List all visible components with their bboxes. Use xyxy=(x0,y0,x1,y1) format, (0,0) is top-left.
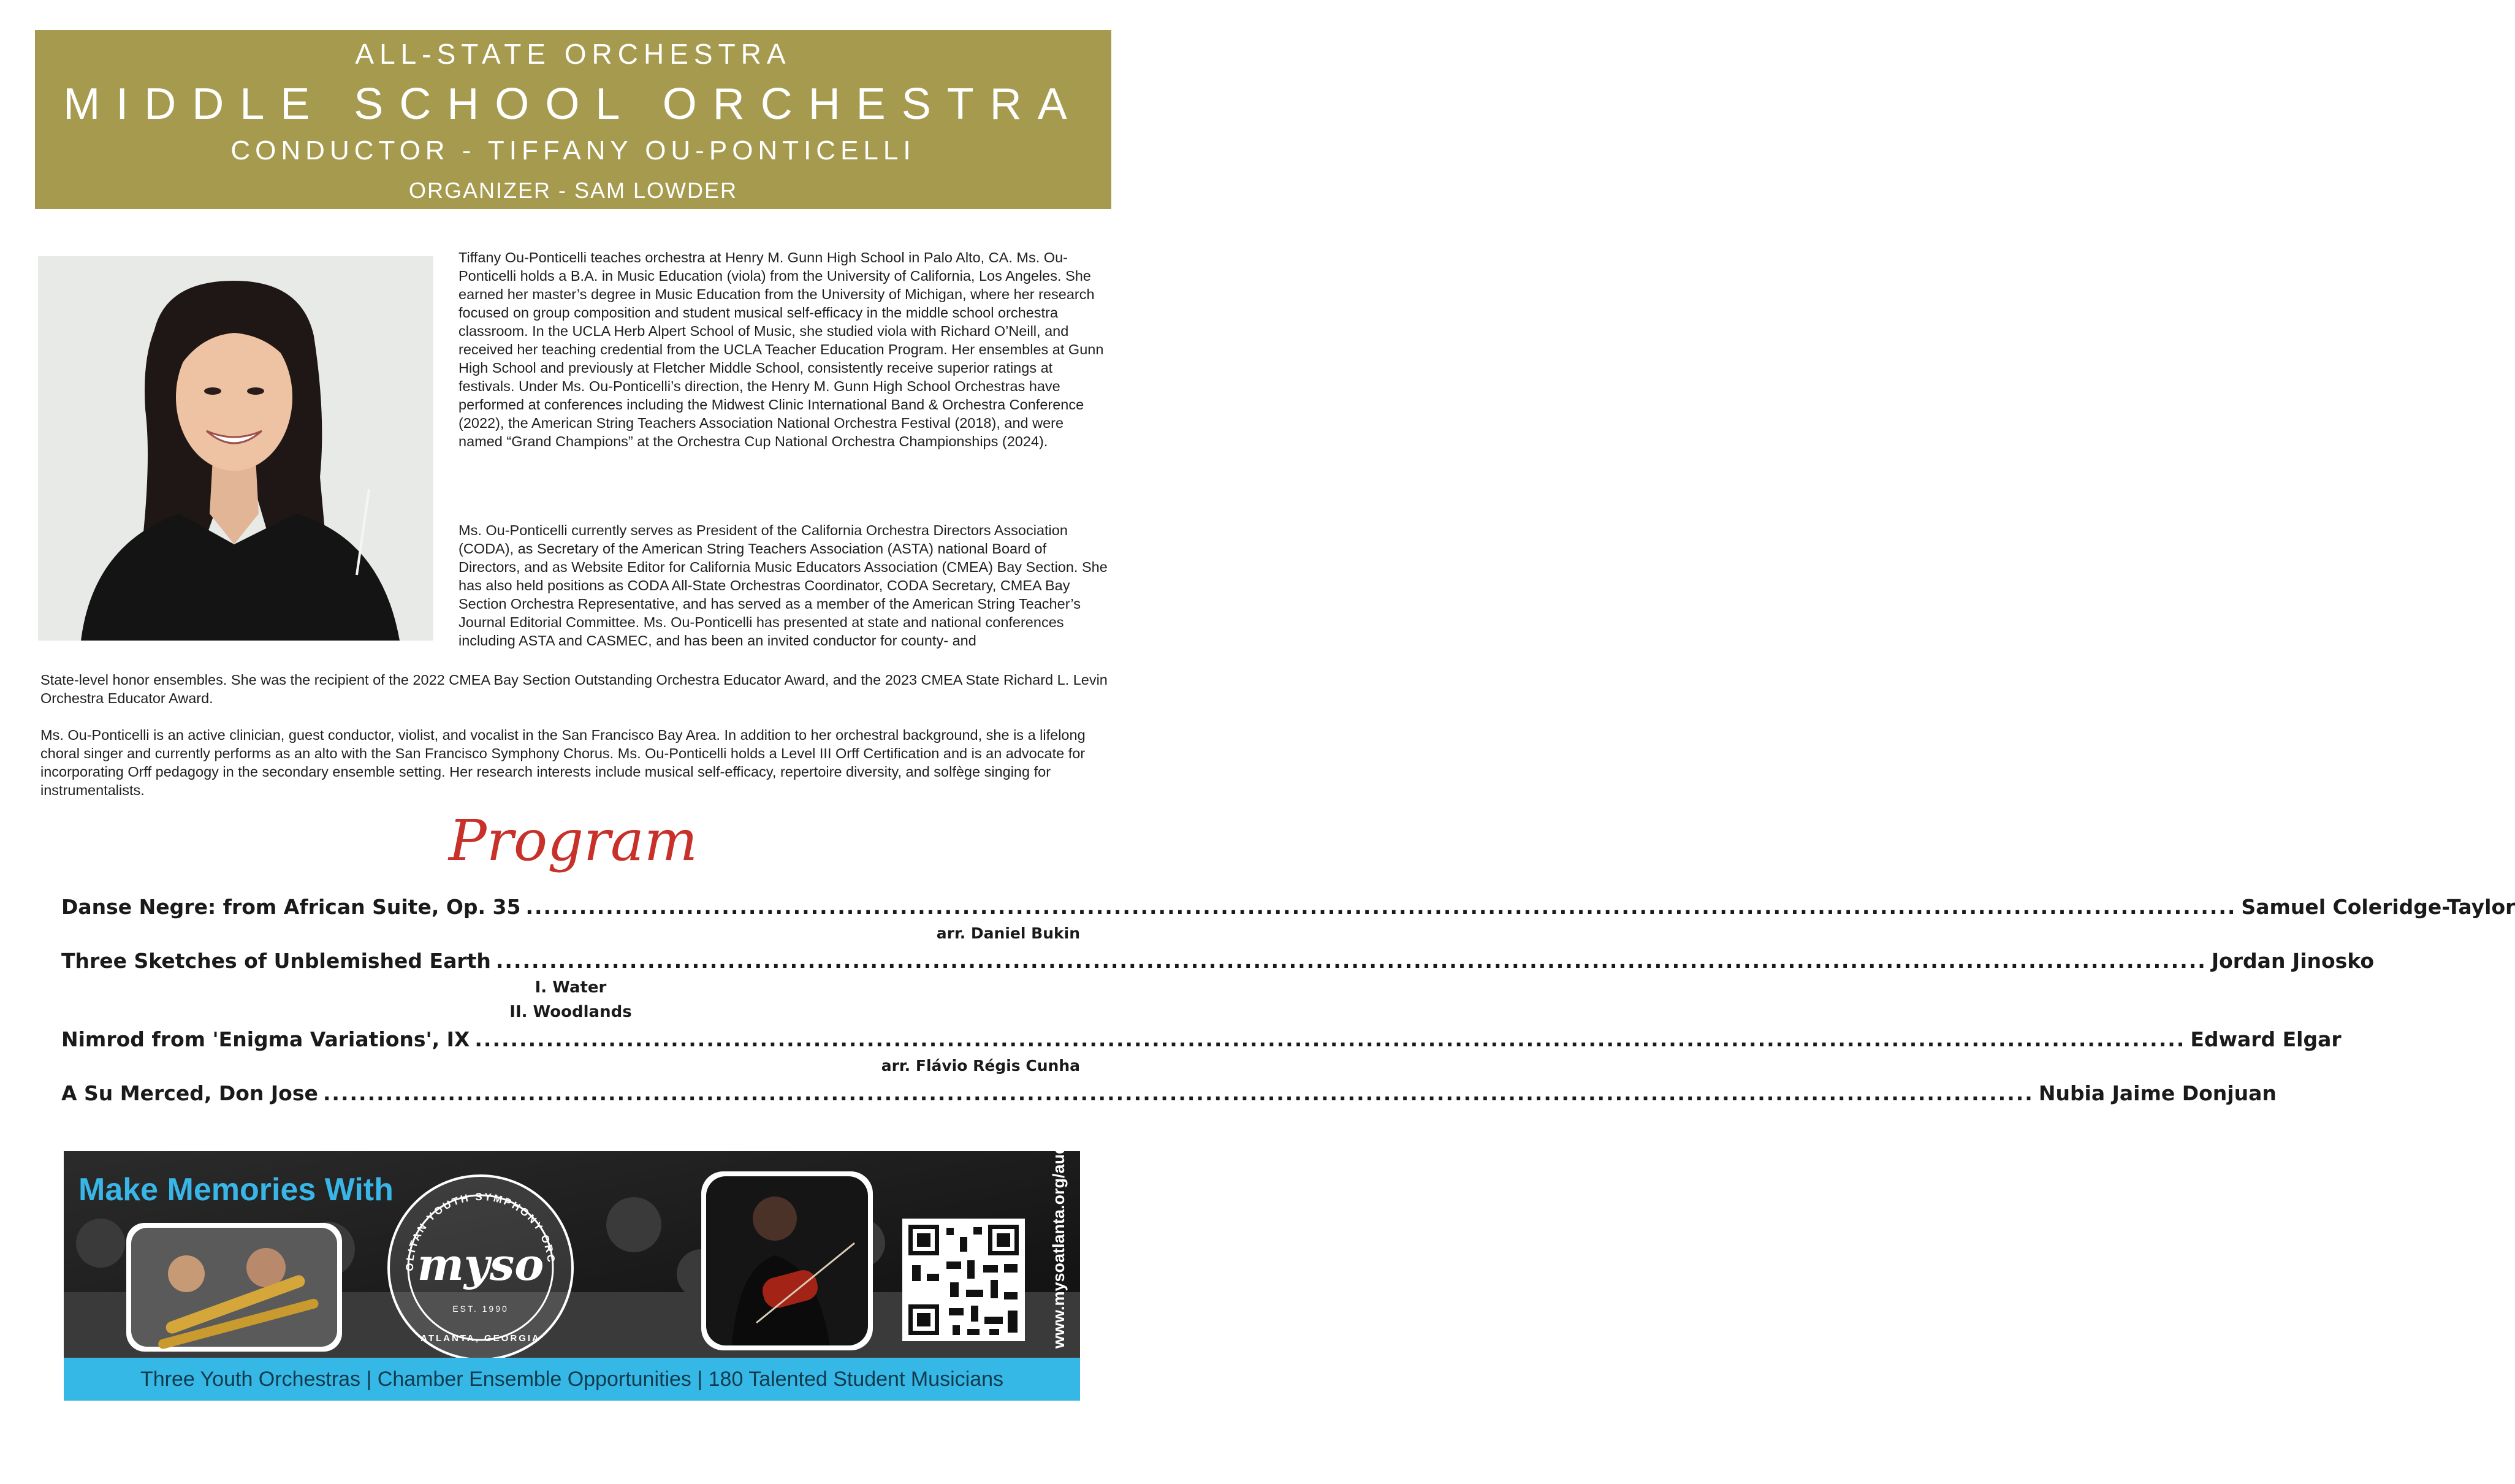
composer-name: Edward Elgar xyxy=(2190,1027,2342,1051)
composer-name: Jordan Jinosko xyxy=(2211,949,2375,973)
qr-code[interactable] xyxy=(902,1219,1025,1341)
header-title: MIDDLE SCHOOL ORCHESTRA xyxy=(63,80,1083,129)
arranger: arr. Flávio Régis Cunha xyxy=(881,1057,1080,1075)
program-item xyxy=(61,1027,2342,1057)
bio-paragraph-2-full: State-level honor ensembles. She was the recipient of the 2022 CMEA Bay Section Outstanding Orchestra Educator Award, and the 2023 CMEA State Richard L. Levin Orchestra Educator Award. xyxy=(40,672,1108,706)
program-item xyxy=(61,949,2375,978)
leader-dots: ................................................................................................................................................................................................ xyxy=(474,1027,2186,1051)
ad-photo-violinist xyxy=(701,1171,873,1350)
leader-dots: ................................................................................................................................................................................................ xyxy=(322,1081,2034,1105)
myso-established: EST. 1990 xyxy=(452,1304,509,1314)
svg-text:METROPOLITAN YOUTH SYMPHONY OR: OLITAN YOUTH SYMPHONY ORC xyxy=(403,1190,558,1271)
piece-title: A Su Merced, Don Jose xyxy=(61,1081,318,1105)
piece-title: Danse Negre: from African Suite, Op. 35 xyxy=(61,895,521,919)
myso-wordmark: myso xyxy=(417,1238,544,1290)
myso-location: ATLANTA, GEORGIA xyxy=(420,1333,541,1344)
ad-headline: Make Memories With xyxy=(78,1172,394,1208)
program-item xyxy=(61,1081,2277,1111)
header-line-allstate: ALL-STATE ORCHESTRA xyxy=(355,38,791,70)
program-list xyxy=(61,895,2515,1111)
myso-advertisement xyxy=(64,1151,1080,1358)
bio-paragraph-3: Ms. Ou-Ponticelli is an active clinician, guest conductor, violist, and vocalist in the San Francisco Bay Area. In addition to her orchestral background, she is a lifelong choral singer and currently performs as an alto with the San Francisco Symphony Chorus. Ms. Ou-Ponticelli holds a Level III Orff Certification and is an advocate for incorporating Orff pedagogy in the secondary ensemble setting. Her research interests include musical self-efficacy, repertoire diversity, and solfège singing for instrumentalists. xyxy=(40,727,1086,798)
ad-url[interactable]: www.mysoatlanta.org/auditions xyxy=(1049,1151,1068,1349)
header-banner xyxy=(35,30,1111,209)
composer-name: Samuel Coleridge-Taylor xyxy=(2241,895,2515,919)
header-organizer: ORGANIZER - SAM LOWDER xyxy=(408,178,738,203)
header-conductor: CONDUCTOR - TIFFANY OU-PONTICELLI xyxy=(230,135,916,166)
ad-photo-brass xyxy=(126,1223,342,1352)
arranger: arr. Daniel Bukin xyxy=(936,924,1080,942)
conductor-photo xyxy=(38,256,433,641)
program-title: Program xyxy=(448,808,698,873)
program-item xyxy=(61,895,2515,924)
composer-name: Nubia Jaime Donjuan xyxy=(2038,1081,2277,1105)
piece-title: Nimrod from 'Enigma Variations', IX xyxy=(61,1027,470,1051)
bio-paragraph-1: Tiffany Ou-Ponticelli teaches orchestra at Henry M. Gunn High School in Palo Alto, CA. Ms. Ou-Ponticelli holds a B.A. in Music Education (viola) from the University of California, Los Angeles. She earned her master’s degree in Music Education from the University of Michigan, where her research focused on group composition and student musical self-efficacy in the middle school orchestra classroom. In the UCLA Herb Alpert School of Music, she studied viola with Richard O’Neill, and received her teaching credential from the UCLA Teacher Education Program. Her ensembles at Gunn High School and previously at Fletcher Middle School, consistently receive superior ratings at festivals. Under Ms. Ou-Ponticelli’s direction, the Henry M. Gunn High School Orchestras have performed at conferences including the Midwest Clinic International Band & Orchestra Conference (2022), the American String Teachers Association National Orchestra Festival (2018), and were named “Grand Champions” at the Orchestra Cup National Orchestra Championships (2024). xyxy=(458,249,1104,449)
bio-paragraph-2-right: Ms. Ou-Ponticelli currently serves as President of the California Orchestra Directors Association (CODA), as Secretary of the American String Teachers Association (ASTA) national Board of Directors, and as Website Editor for California Music Educators Association (CMEA) Bay Section. She has also held positions as CODA All-State Orchestras Coordinator, CODA Secretary, CMEA Bay Section Orchestra Representative, and has served as a member of the American String Teacher’s Journal Editorial Committee. Ms. Ou-Ponticelli has presented at state and national conferences including ASTA and CASMEC, and has been an invited conductor for county- and xyxy=(458,522,1108,649)
leader-dots: ................................................................................................................................................................................................ xyxy=(495,949,2207,973)
movement: II. Woodlands xyxy=(509,1003,632,1021)
leader-dots: ................................................................................................................................................................................................ xyxy=(525,895,2237,919)
movement: I. Water xyxy=(535,978,607,997)
piece-title: Three Sketches of Unblemished Earth xyxy=(61,949,491,973)
ad-bottom-strip: Three Youth Orchestras | Chamber Ensemble Opportunities | 180 Talented Student Musicians xyxy=(64,1358,1080,1401)
